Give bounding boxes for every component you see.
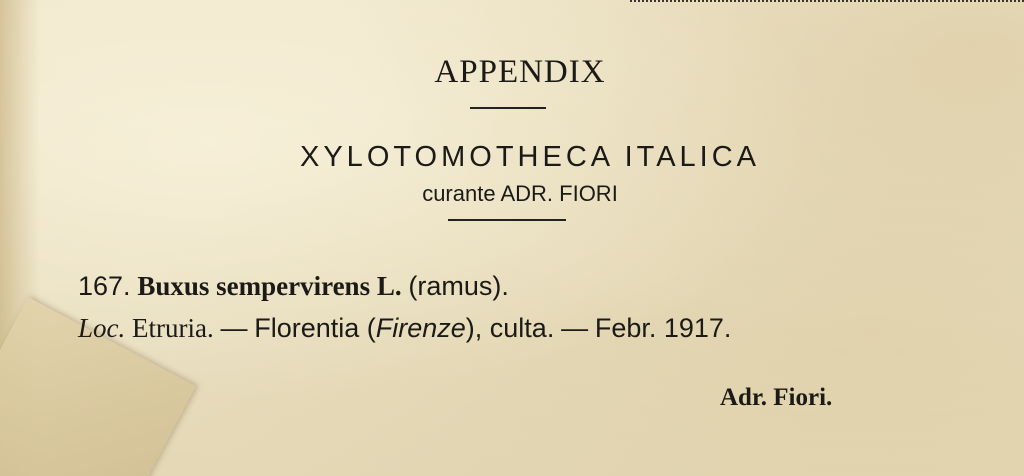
collector-signature: Adr. Fiori. (720, 384, 833, 411)
collection-date: Febr. 1917. (594, 313, 732, 343)
locality-line (78, 313, 731, 344)
locality-cultivation: ), culta. (465, 313, 555, 343)
series-title: XYLOTOMOTHECA ITALICA (300, 141, 761, 173)
heading-divider (470, 107, 546, 109)
appendix-heading: APPENDIX (434, 54, 606, 90)
dotted-top-border (630, 0, 1024, 5)
specimen-number: 167. (78, 271, 131, 301)
species-name: Buxus sempervirens (137, 271, 371, 301)
date-dash: — (561, 313, 589, 343)
specimen-name-line (78, 271, 509, 302)
locality-city: Florentia ( (254, 313, 376, 343)
curator-line: curante ADR. FIORI (422, 181, 618, 206)
locality-dash: — (220, 313, 248, 343)
series-divider (448, 219, 566, 221)
species-author: L. (376, 271, 402, 301)
locality-region: Etruria. (132, 313, 214, 343)
locality-city-local: Firenze (375, 313, 466, 343)
locality-label: Loc. (78, 313, 126, 343)
specimen-part: (ramus). (408, 271, 509, 301)
